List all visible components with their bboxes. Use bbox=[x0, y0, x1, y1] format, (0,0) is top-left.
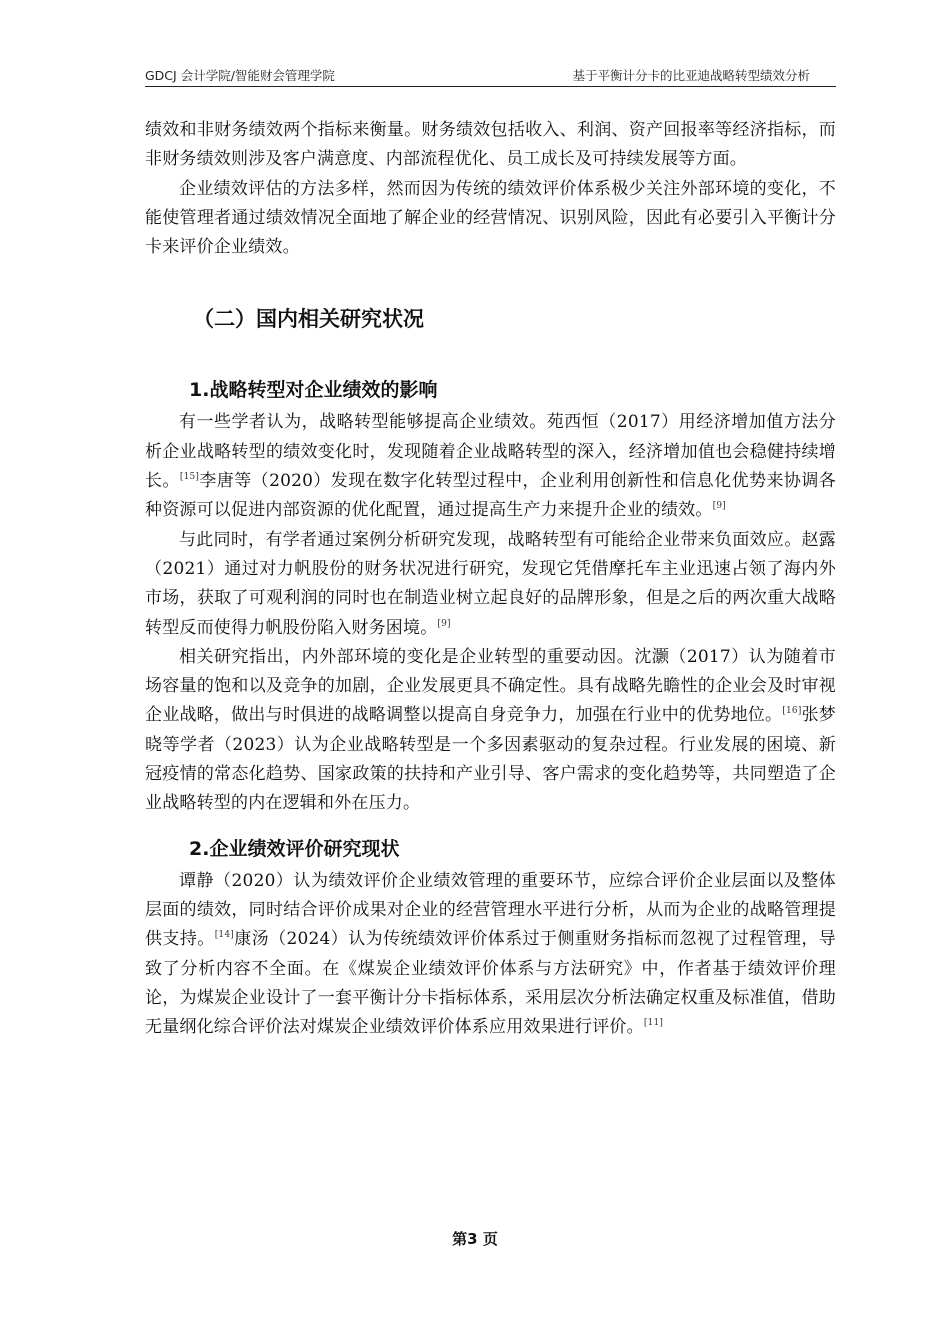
sub1-text-3b: 张梦晓等学者（2023）认为企业战略转型是一个多因素驱动的复杂过程。行业发展的困境、新冠疫情的常态化趋势、国家政策的扶持和产业引导、客户需求的变化趋势等，共同塑造了企业战略转型的内在逻辑和外在压力。 bbox=[145, 705, 836, 814]
sub1-paragraph-1 bbox=[145, 408, 836, 525]
intro-text-1: 绩效和非财务绩效两个指标来衡量。财务绩效包括收入、利润、资产回报率等经济指标，而非财务绩效则涉及客户满意度、内部流程优化、员工成长及可持续发展等方面。 bbox=[145, 120, 836, 170]
sub1-text-2: 与此同时，有学者通过案例分析研究发现，战略转型有可能给企业带来负面效应。赵露（2021）通过对力帆股份的财务状况进行研究，发现它凭借摩托车主业迅速占领了海内外市场，获取了可观利润的同时也在制造业树立起良好的品牌形象，但是之后的两次重大战略转型反而使得力帆股份陷入财务困境。 bbox=[145, 529, 836, 638]
header-institution: GDCJ 会计学院/智能财会管理学院 bbox=[145, 68, 335, 83]
intro-text-2: 企业绩效评估的方法多样，然而因为传统的绩效评价体系极少关注外部环境的变化，不能使管理者通过绩效情况全面地了解企业的经营情况、识别风险，因此有必要引入平衡计分卡来评价企业绩效。 bbox=[145, 178, 836, 258]
citation-ref: [14] bbox=[214, 930, 234, 941]
intro-paragraph-1 bbox=[145, 116, 836, 175]
subsection-heading-2: 2.企业绩效评价研究现状 bbox=[189, 837, 400, 860]
sub2-text-1a: 谭静（2020）认为绩效评价企业绩效管理的重要环节，应综合评价企业层面以及整体层面的绩效，同时结合评价成果对企业的经营管理水平进行分析，从而为企业的战略管理提供支持。 bbox=[145, 870, 836, 950]
citation-ref: [16] bbox=[782, 706, 802, 717]
citation-ref: [9] bbox=[437, 618, 451, 629]
citation-ref: [11] bbox=[643, 1018, 664, 1029]
page-number: 第3 页 bbox=[452, 1230, 498, 1248]
sub1-text-1a: 有一些学者认为，战略转型能够提高企业绩效。苑西恒（2017）用经济增加值方法分析企业战略转型的绩效变化时，发现随着企业战略转型的深入，经济增加值也会稳健持续增长。 bbox=[145, 412, 836, 492]
body-content bbox=[145, 116, 836, 1042]
citation-ref: [15] bbox=[179, 472, 200, 483]
subsection-heading-1: 1.战略转型对企业绩效的影响 bbox=[189, 379, 438, 402]
sub1-paragraph-3 bbox=[145, 643, 836, 819]
sub1-text-3a: 相关研究指出，内外部环境的变化是企业转型的重要动因。沈灏（2017）认为随着市场容量的饱和以及竞争的加剧，企业发展更具不确定性。具有战略先瞻性的企业会及时审视企业战略，做出与时俱进的战略调整以提高自身竞争力，加强在行业中的优势地位。 bbox=[145, 646, 836, 726]
sub1-paragraph-2 bbox=[145, 526, 836, 643]
running-header bbox=[145, 64, 836, 87]
sub2-paragraph-1 bbox=[145, 867, 836, 1043]
section-heading: （二）国内相关研究状况 bbox=[193, 307, 424, 332]
citation-ref: [9] bbox=[712, 501, 726, 512]
header-paper-title: 基于平衡计分卡的比亚迪战略转型绩效分析 bbox=[572, 68, 810, 83]
sub2-text-1b: 康汤（2024）认为传统绩效评价体系过于侧重财务指标而忽视了过程管理，导致了分析内容不全面。在《煤炭企业绩效评价体系与方法研究》中，作者基于绩效评价理论，为煤炭企业设计了一套平衡计分卡指标体系，采用层次分析法确定权重及标准值，借助无量纲化综合评价法对煤炭企业绩效评价体系应用效果进行评价。 bbox=[145, 929, 836, 1038]
sub1-text-1b: 李唐等（2020）发现在数字化转型过程中，企业利用创新性和信息化优势来协调各种资源可以促进内部资源的优化配置，通过提高生产力来提升企业的绩效。 bbox=[145, 471, 836, 521]
intro-paragraph-2 bbox=[145, 175, 836, 263]
